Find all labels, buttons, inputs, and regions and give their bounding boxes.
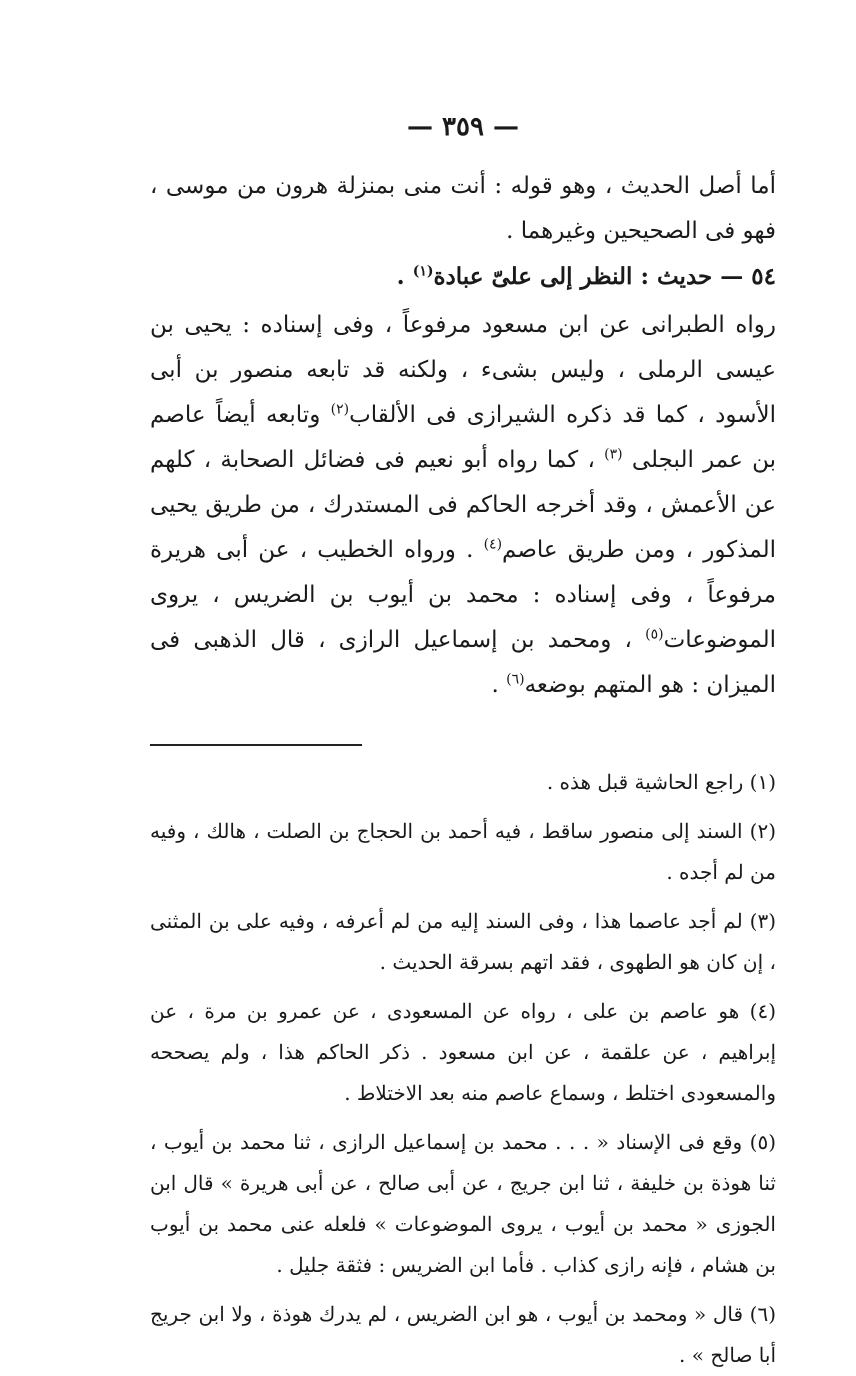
footnote-3: (٣) لم أجد عاصما هذا ، وفى السند إليه من لم أعرفه ، وفيه على بن المثنى ، إن كان هو الطهوى ، فقد اتهم بسرقة الحديث . (150, 909, 776, 974)
commentary-end: . (491, 672, 507, 698)
hadith-number: ٥٤ — (720, 263, 776, 290)
hadith-text: النظر إلى علىّ عبادة (433, 263, 633, 290)
footnote-1: (١) راجع الحاشية قبل هذه . (546, 770, 776, 794)
intro-paragraph: أما أصل الحديث ، وهو قوله : أنت منى بمنزلة هرون من موسى ، فهو فى الصحيحين وغيرهما . (150, 173, 776, 244)
main-text (150, 164, 776, 708)
commentary-part-2: وتابعه أيضاً عاصم بن عمر البجلى (150, 402, 776, 473)
commentary-part-1: رواه الطبرانى عن ابن مسعود مرفوعاً ، وفى إسناده : يحيى بن عيسى الرملى ، وليس بشىء ، ولكنه قد تابعه منصور بن أبى الأسود ، كما قد ذكره الشيرازى فى الألقاب (150, 312, 776, 428)
footnote-4: (٤) هو عاصم بن على ، رواه عن المسعودى ، عن عمرو بن مرة ، عن إبراهيم ، عن علقمة ، عن ابن مسعود . ذكر الحاكم هذا ، ولم يصححه والمسعودى اختلط ، وسماع عاصم منه بعد الاختلاط . (150, 999, 776, 1105)
footnote-divider (150, 744, 362, 746)
footnote-ref-1: (١) (412, 263, 434, 280)
hadith-label: حديث : (640, 263, 713, 290)
footnote-ref-6: (٦) (506, 671, 525, 688)
footnote-ref-2: (٢) (330, 401, 350, 418)
hadith-heading (150, 254, 776, 299)
commentary-part-5: ، ومحمد بن إسماعيل الرازى ، قال الذهبى فى الميزان : هو المتهم بوضعه (150, 627, 776, 698)
footnote-ref-5: (٥) (645, 626, 664, 643)
footnote-6: (٦) قال « ومحمد بن أيوب ، هو ابن الضريس ، لم يدرك هوذة ، ولا ابن جريج أبا صالح » . (150, 1302, 776, 1367)
page-number: — ٣٥٩ — (406, 112, 520, 142)
footnotes (150, 762, 776, 1376)
commentary-part-4: . ورواه الخطيب ، عن أبى هريرة مرفوعاً ، وفى إسناده : محمد بن أيوب بن الضريس ، يروى الموضوعات (150, 537, 776, 653)
commentary-part-3: ، كما رواه أبو نعيم فى فضائل الصحابة ، كلهم عن الأعمش ، وقد أخرجه الحاكم فى المستدرك ، من طريق يحيى المذكور ، ومن طريق عاصم (150, 447, 776, 563)
heading-end: . (396, 263, 405, 290)
footnote-ref-4: (٤) (483, 536, 503, 553)
footnote-5: (٥) وقع فى الإسناد « . . . محمد بن إسماعيل الرازى ، ثنا محمد بن أيوب ، ثنا هوذة بن خليفة ، ثنا ابن جريج ، عن أبى صالح ، عن أبى هريرة » قال ابن الجوزى « محمد بن أيوب ، يروى الموضوعات » فلعله عنى محمد بن أيوب بن هشام ، فإنه رازى كذاب . فأما ابن الضريس : فثقة جليل . (150, 1130, 776, 1277)
commentary-paragraph (150, 303, 776, 708)
footnote-2: (٢) السند إلى منصور ساقط ، فيه أحمد بن الحجاج بن الصلت ، هالك ، وفيه من لم أجده . (150, 819, 776, 884)
footnote-ref-3: (٣) (604, 446, 623, 463)
